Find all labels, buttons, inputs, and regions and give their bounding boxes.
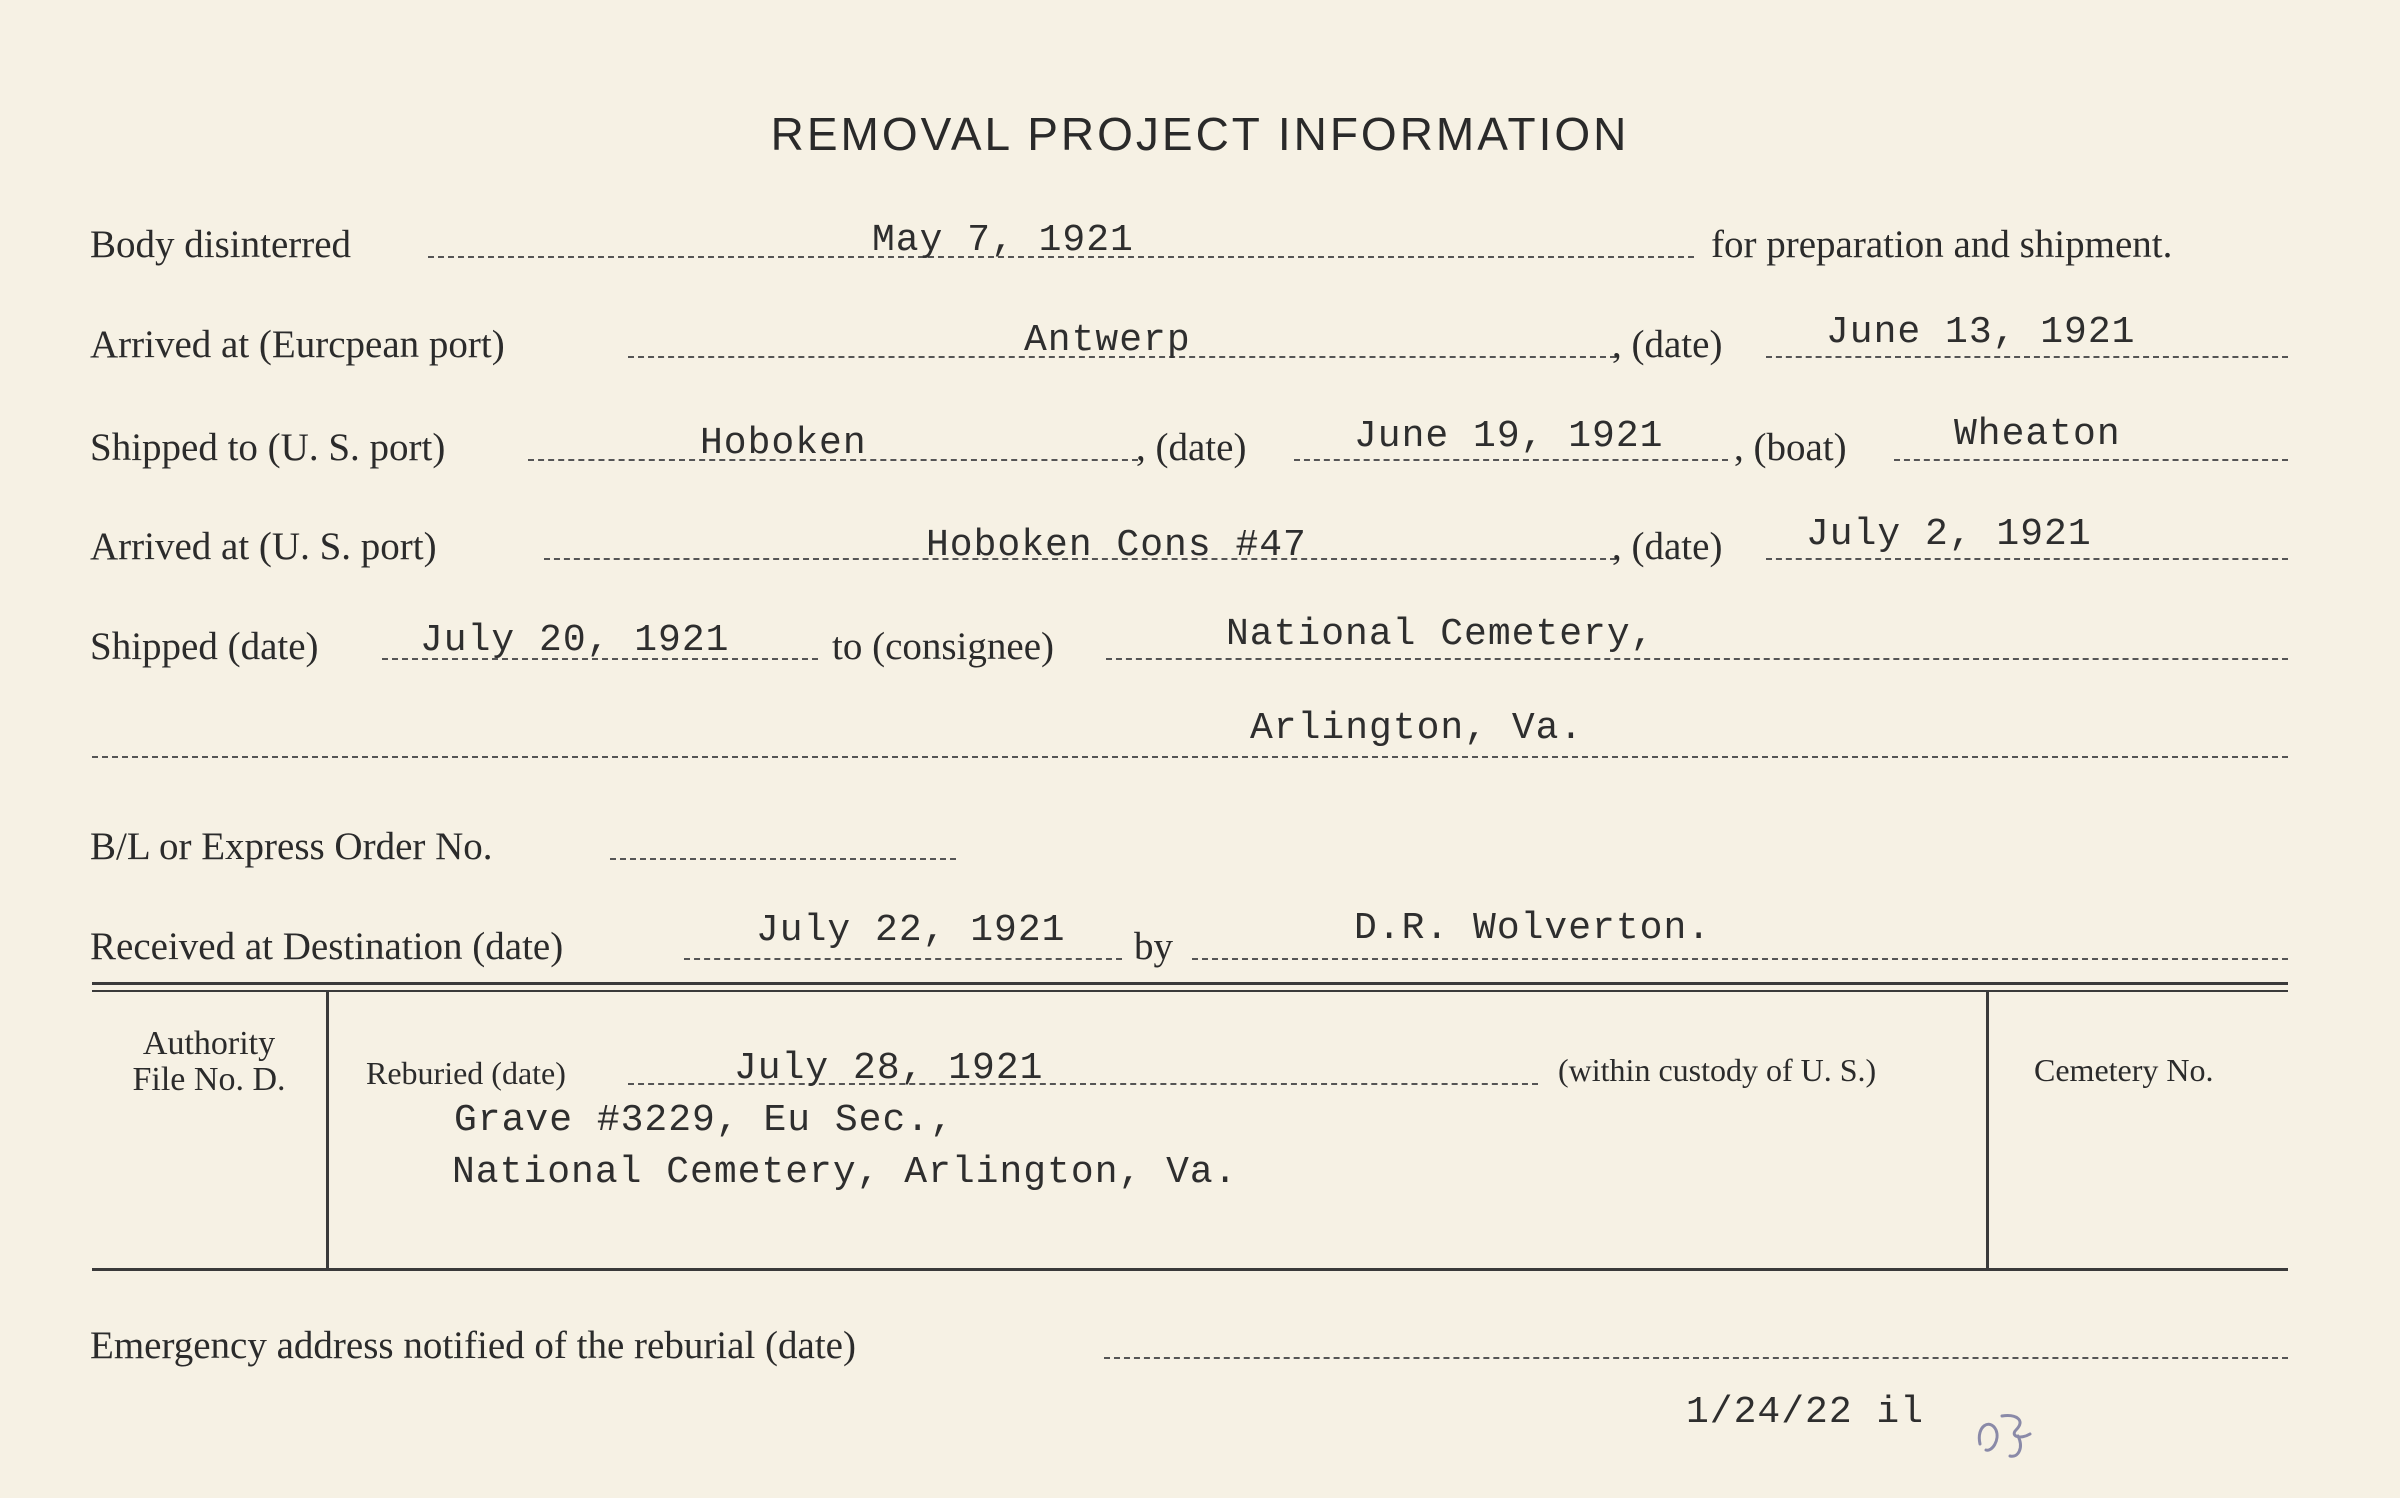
dotted-line [1894,459,2288,461]
date-label: , (date) [1612,323,1723,366]
authority-label [100,1026,318,1097]
box-top-rule [92,982,2288,985]
within-custody-label: (within custody of U. S.) [1558,1052,1877,1088]
dotted-line [610,858,956,860]
for-preparation-label: for preparation and shipment. [1711,223,2173,266]
dotted-line [1294,459,1728,461]
grave-line-2: National Cemetery, Arlington, Va. [452,1151,1238,1194]
shipped-us-port-label: Shipped to (U. S. port) [90,426,446,469]
shipped-date-2-value: July 20, 1921 [420,619,730,662]
dotted-line [1192,958,2288,960]
received-date-value: July 22, 1921 [756,909,1066,952]
consignee-label: to (consignee) [832,625,1055,668]
dotted-line [1106,658,2288,660]
date-label: , (date) [1612,525,1723,568]
european-port-value: Antwerp [1024,319,1191,362]
handwritten-initials-mark [1972,1396,2052,1466]
european-arrival-date: June 13, 1921 [1826,311,2136,354]
by-label: by [1134,925,1173,968]
dotted-line [1766,356,2288,358]
form-title: REMOVAL PROJECT INFORMATION [770,108,1630,160]
reburied-date-label: Reburied (date) [366,1055,566,1091]
disinterred-date: May 7, 1921 [872,219,1134,262]
dotted-line [1766,558,2288,560]
received-destination-label: Received at Destination (date) [90,925,564,968]
authority-label-line-2: File No. D. [132,1060,286,1098]
box-divider-right [1986,992,1989,1268]
box-bottom-rule [92,1268,2288,1271]
box-divider-left [326,992,329,1268]
boat-value: Wheaton [1954,413,2121,456]
shipped-date-value: June 19, 1921 [1354,415,1664,458]
grave-line-1: Grave #3229, Eu Sec., [454,1099,954,1142]
bl-order-label: B/L or Express Order No. [90,825,493,868]
body-disinterred-label: Body disinterred [90,223,352,266]
dotted-line [1104,1357,2288,1359]
shipped-date-label: Shipped (date) [90,625,319,668]
arrived-us-port-label: Arrived at (U. S. port) [90,525,437,568]
reburied-date-value: July 28, 1921 [734,1047,1044,1090]
authority-label-line-1: Authority [142,1025,276,1062]
footer-note: 1/24/22 il [1686,1391,1925,1434]
consignee-line-2: Arlington, Va. [1250,707,1584,750]
consignee-line-1: National Cemetery, [1226,613,1655,656]
boat-label: , (boat) [1734,426,1847,469]
us-port-shipped-value: Hoboken [700,422,867,465]
dotted-line [684,958,1122,960]
received-by-value: D.R. Wolverton. [1354,907,1712,950]
emergency-address-label: Emergency address notified of the reburial (date) [90,1324,856,1367]
date-label: , (date) [1136,426,1247,469]
arrived-european-port-label: Arrived at (Eurcpean port) [90,323,505,366]
us-arrival-date: July 2, 1921 [1806,513,2092,556]
us-port-arrived-value: Hoboken Cons #47 [926,524,1307,567]
cemetery-no-label: Cemetery No. [2034,1052,2214,1088]
dotted-line [92,756,2288,758]
box-top-rule-inner [92,990,2288,992]
